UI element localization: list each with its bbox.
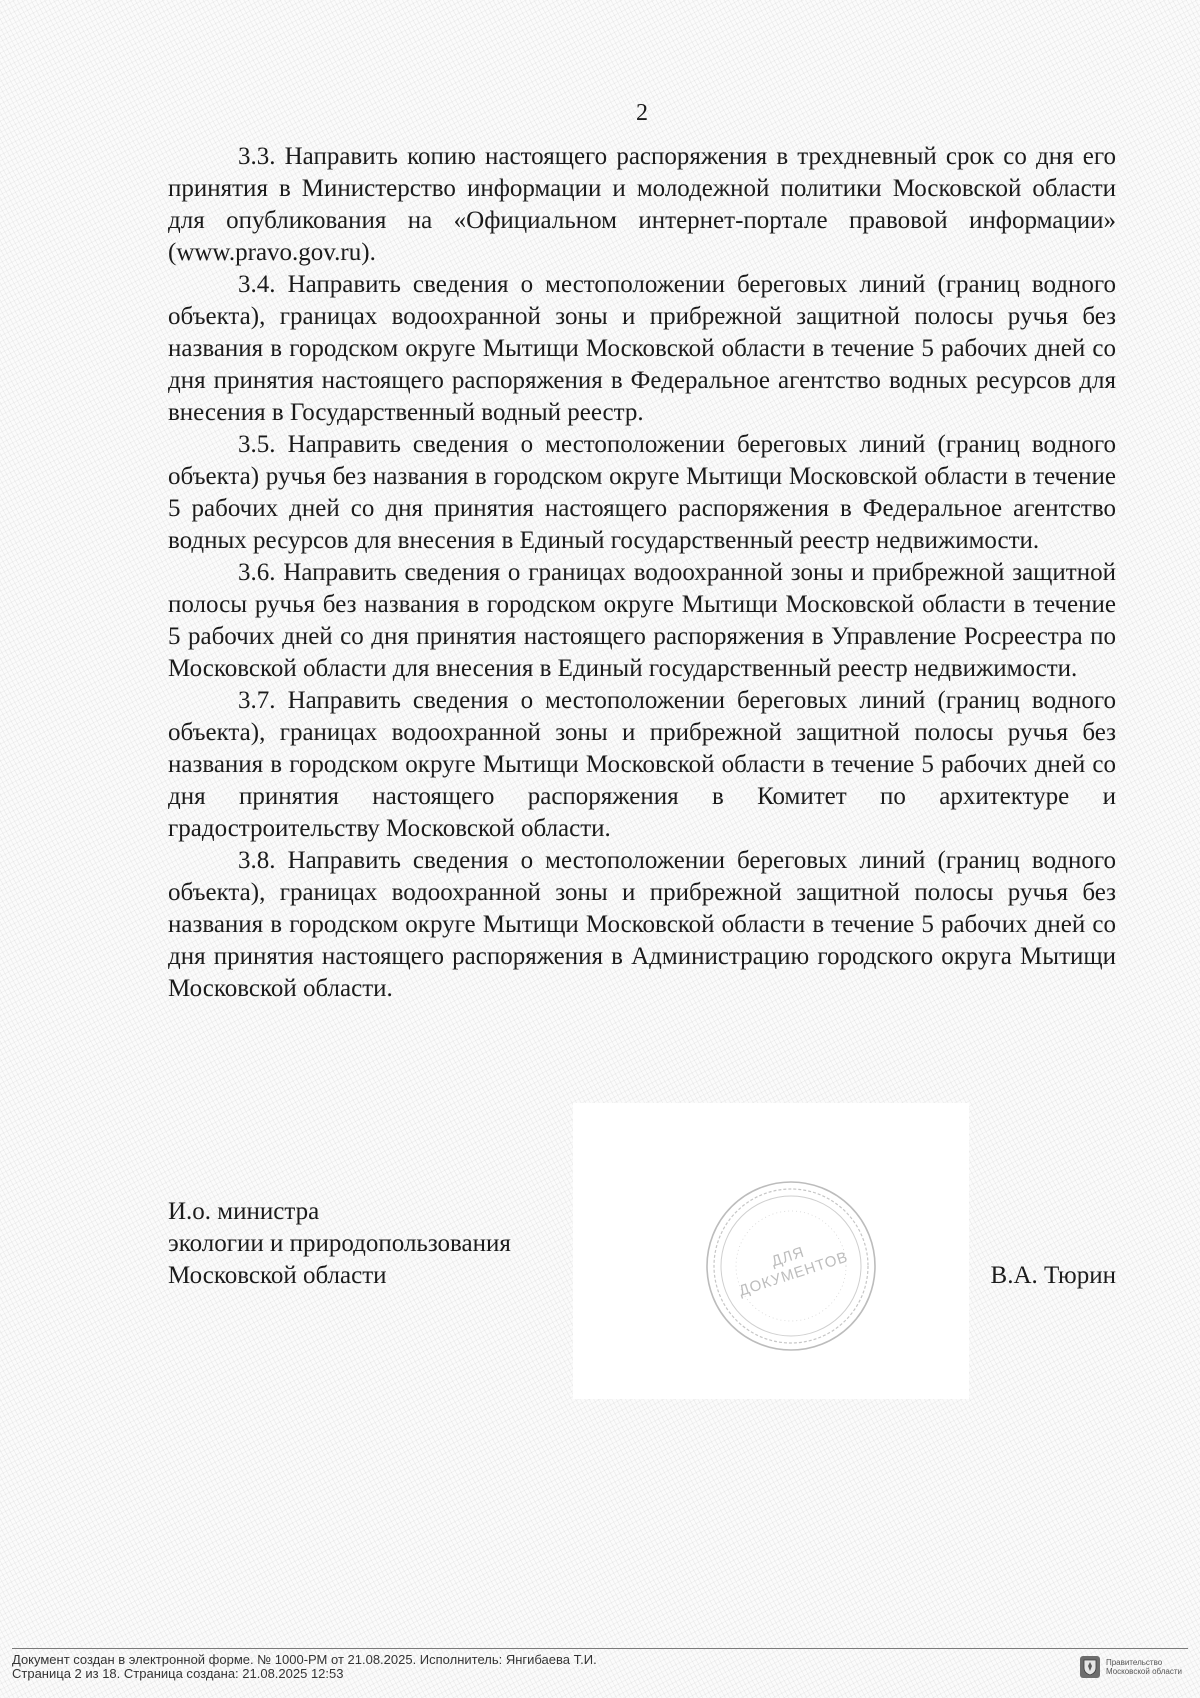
government-label: Правительство Московской области (1105, 1658, 1182, 1676)
page-number: 2 (636, 100, 648, 126)
signer-title-line-2: экологии и природопользования (168, 1230, 511, 1257)
seal-stamp (703, 1178, 879, 1354)
paragraph-3-4: 3.4. Направить сведения о местоположении береговых линий (границ водного объекта), границах водоохранной зоны и прибрежной защитной полосы ручья без названия в городском округе Мытищи Московской области в течение 5 рабочих дней со дня принятия настоящего распоряжения в Федеральное агентство водных ресурсов для внесения в Государственный водный реестр. (168, 271, 1116, 426)
signer-name: В.А. Тюрин (990, 1262, 1116, 1289)
document-body (168, 141, 1116, 1005)
paragraph-3-3: 3.3. Направить копию настоящего распоряжения в трехдневный срок со дня его принятия в Министерство информации и молодежной политики Московской области для опубликования на «Официальном интернет-портале правовой информации» (www.pravo.gov.ru). (168, 143, 1116, 266)
paragraph-3-8: 3.8. Направить сведения о местоположении береговых линий (границ водного объекта), границах водоохранной зоны и прибрежной защитной полосы ручья без названия в городском округе Мытищи Московской области в течение 5 рабочих дней со дня принятия настоящего распоряжения в Администрацию городского округа Мытищи Московской области. (168, 847, 1116, 1002)
footer-line-2: Страница 2 из 18. Страница создана: 21.08.2025 12:53 (12, 1666, 344, 1681)
paragraph-3-6: 3.6. Направить сведения о границах водоохранной зоны и прибрежной защитной полосы ручья без названия в городском округе Мытищи Московской области в течение 5 рабочих дней со дня принятия настоящего распоряжения в Управление Росреестра по Московской области для внесения в Единый государственный реестр недвижимости. (168, 559, 1116, 682)
paragraph-3-7: 3.7. Направить сведения о местоположении береговых линий (границ водного объекта), границах водоохранной зоны и прибрежной защитной полосы ручья без названия в городском округе Мытищи Московской области в течение 5 рабочих дней со дня принятия настоящего распоряжения в Комитет по архитектуре и градостроительству Московской области. (168, 687, 1116, 842)
paragraph-3-5: 3.5. Направить сведения о местоположении береговых линий (границ водного объекта) ручья без названия в городском округе Мытищи Московской области в течение 5 рабочих дней со дня принятия настоящего распоряжения в Федеральное агентство водных ресурсов для внесения в Единый государственный реестр недвижимости. (168, 431, 1116, 554)
stamp-text: ДЛЯ ДОКУМЕНТОВ (736, 1243, 851, 1300)
footer (12, 1648, 1188, 1688)
footer-line-1: Документ создан в электронной форме. № 1000-РМ от 21.08.2025. Исполнитель: Янгибаева Т.И. (12, 1652, 597, 1667)
coat-of-arms-icon (1080, 1656, 1100, 1678)
footer-text (12, 1653, 597, 1681)
footer-divider (12, 1648, 1188, 1649)
signature-block (168, 1196, 511, 1292)
signer-title-line-1: И.о. министра (168, 1198, 320, 1225)
signer-title-line-3: Московской области (168, 1262, 387, 1289)
footer-logo (1080, 1656, 1182, 1678)
